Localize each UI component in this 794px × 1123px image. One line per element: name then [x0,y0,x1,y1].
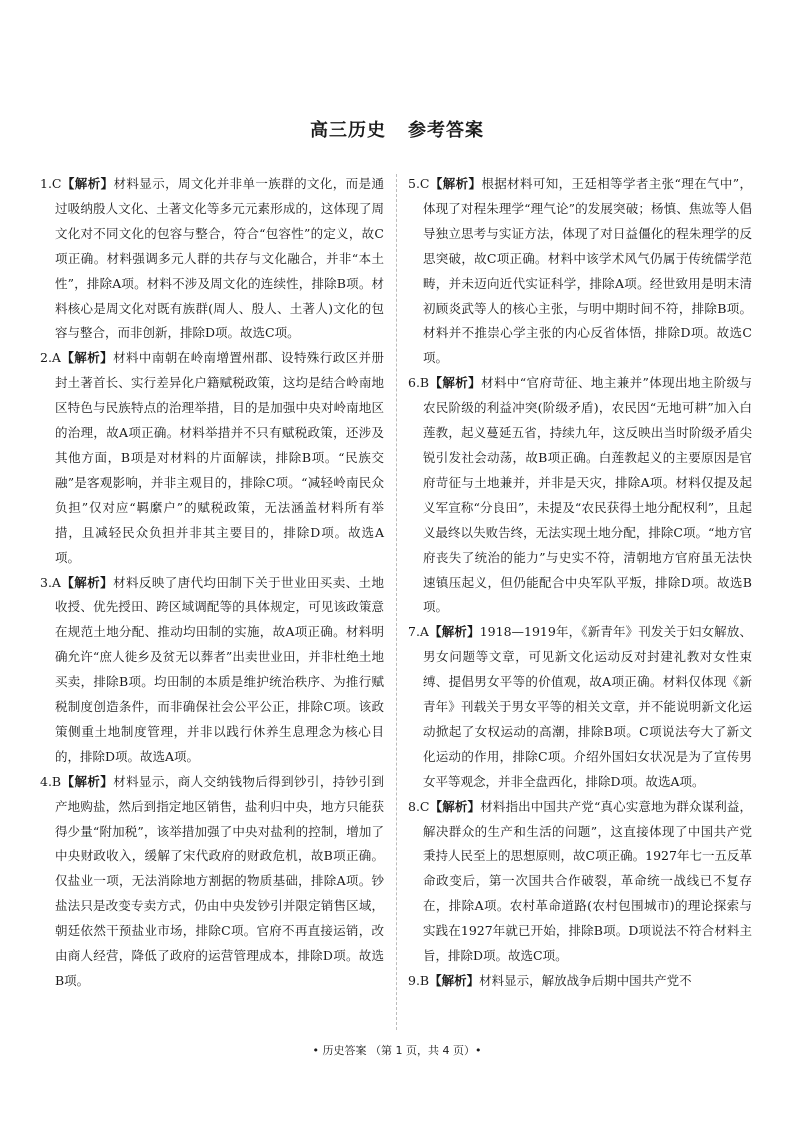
answer-number: 4.B [40,773,62,789]
answer-text: 材料显示，商人交纳钱物后得到钞引，持钞引到产地购盐，然后到指定地区销售，盐利归中央，地方只能获得少量“附加税”，该举措加强了中央对盐利的控制，增加了中央财政收入，缓解了宋代政府的财政危机，故B项正确。仅盐业一项，无法消除地方割据的物质基础，排除A项。钞盐法只是改变专卖方式，仍由中央发钞引并限定销售区域，朝廷依然干预盐业市场，排除C项。官府不再直接运销，改由商人经营，降低了政府的运营管理成本，排除D项。故选B项。 [55,773,384,988]
answer-text: 1918—1919年，《新青年》刊发关于妇女解放、男女问题等文章，可见新文化运动反对封建礼教对女性束缚、提倡男女平等的价值观，故A项正确。材料仅体现《新青年》刊载关于男女平等的相关文章，并不能说明新文化运动掀起了女权运动的高潮，排除B项。C项说法夸大了新文化运动的作用，排除C项。介绍外国妇女状况是为了宣传男女平等观念，并非全盘西化，排除D项。故选A项。 [423,624,752,789]
title-sub: 参考答案 [408,120,484,141]
analysis-tag: 【解析】 [60,350,114,366]
answer-item-8 [408,795,752,969]
left-column [40,172,384,994]
answer-number: 8.C [408,798,430,814]
answer-item-5 [408,172,752,371]
answer-text: 材料中“官府苛征、地主兼并”体现出地主阶级与农民阶级的利益冲突(阶级矛盾)，农民因“无地可耕”加入白莲教，起义蔓延五省，持续九年，这反映出当时阶级矛盾尖锐引发社会动荡，故B项正确。白莲教起义的主要原因是官府苛征与土地兼并，并非是天灾，排除A项。材料仅提及起义军宣称“分良田”，未提及“农民获得土地分配权利”，且起义最终以失败告终，无法实现土地分配，排除C项。“地方官府丧失了统治的能力”与史实不符，清朝地方官府虽无法快速镇压起义，但仍能配合中央军队平叛，排除D项。故选B项。 [423,375,752,615]
answer-item-4 [40,770,384,994]
page-footer: • 历史答案 （第 1 页，共 4 页）• [312,1044,482,1057]
page-title [0,116,794,142]
answer-text: 材料显示，解放战争后期中国共产党不 [479,973,692,988]
answer-item-7 [408,620,752,794]
answer-number: 7.A [408,624,429,640]
answer-item-3 [40,571,384,770]
column-divider [396,174,397,1030]
answer-text: 材料中南朝在岭南增置州郡、设特殊行政区并册封土著首长、实行差异化户籍赋税政策，这均是结合岭南地区特色与民族特点的治理举措，目的是加强中央对岭南地区的治理，故A项正确。材料举措并不只有赋税政策，还涉及其他方面，B项是对材料的片面解读，排除B项。“民族交融”是客观影响，并非主观目的，排除C项。“减轻岭南民众负担”仅对应“羁縻户”的赋税政策，无法涵盖材料所有举措，且减轻民众负担并非其主要目的，排除D项。故选A项。 [55,350,384,565]
analysis-tag: 【解析】 [428,624,480,640]
answer-number: 5.C [408,176,430,191]
answer-number: 1.C [40,176,62,191]
analysis-tag: 【解析】 [61,773,114,789]
analysis-tag: 【解析】 [429,375,482,391]
answer-number: 9.B [408,973,430,988]
answer-item-1 [40,172,384,346]
answer-item-6 [408,371,752,620]
title-main: 高三历史 [310,120,386,141]
answer-text: 材料指出中国共产党“真心实意地为群众谋利益，解决群众的生产和生活的问题”，这直接体现了中国共产党秉持人民至上的思想原则，故C项正确。1927年七一五反革命政变后，第一次国共合作破裂，革命统一战线已不复存在，排除A项。农村革命道路(农村包围城市)的理论探索与实践在1927年就已开始，排除B项。D项说法不符合材料主旨，排除D项。故选C项。 [423,798,752,964]
answer-text: 材料显示，周文化并非单一族群的文化，而是通过吸纳殷人文化、土著文化等多元元素形成的，这体现了周文化对不同文化的包容与整合，符合“包容性”的定义，故C项正确。材料强调多元人群的共存与文化融合，并非“本土性”，排除A项。材料不涉及周文化的连续性，排除B项。材料核心是周文化对既有族群(周人、殷人、土著人)文化的包容与整合，而非创新，排除D项。故选C项。 [55,176,384,341]
answer-item-9 [408,969,752,994]
answer-number: 2.A [40,350,61,366]
analysis-tag: 【解析】 [429,176,482,191]
answer-text: 根据材料可知，王廷相等学者主张“理在气中”，体现了对程朱理学“理气论”的发展突破；杨慎、焦竑等人倡导独立思考与实证方法，体现了对日益僵化的程朱理学的反思突破，故C项正确。材料中该学术风气仍属于传统儒学范畴，并未迈向近代实证科学，排除A项。经世致用是明末清初顾炎武等人的核心主张，与明中期时间不符，排除B项。材料并不推崇心学主张的内心反省体悟，排除D项。故选C项。 [423,176,752,366]
analysis-tag: 【解析】 [429,973,480,988]
answer-number: 3.A [40,574,61,590]
right-column [408,172,752,994]
analysis-tag: 【解析】 [60,574,114,590]
answer-number: 6.B [408,375,430,391]
answer-item-2 [40,346,384,570]
answer-text: 材料反映了唐代均田制下关于世业田买卖、土地收授、优先授田、跨区域调配等的具体规定，可见该政策意在规范土地分配、推动均田制的实施，故A项正确。材料明确允许“庶人徙乡及贫无以葬者”出卖世业田，并非杜绝土地买卖，排除B项。均田制的本质是维护统治秩序、为推行赋税制度创造条件，而非确保社会公平公正，排除C项。该政策侧重土地制度管理，并非以践行休养生息理念为核心目的，排除D项。故选A项。 [55,574,384,764]
analysis-tag: 【解析】 [429,798,481,814]
analysis-tag: 【解析】 [61,176,114,191]
